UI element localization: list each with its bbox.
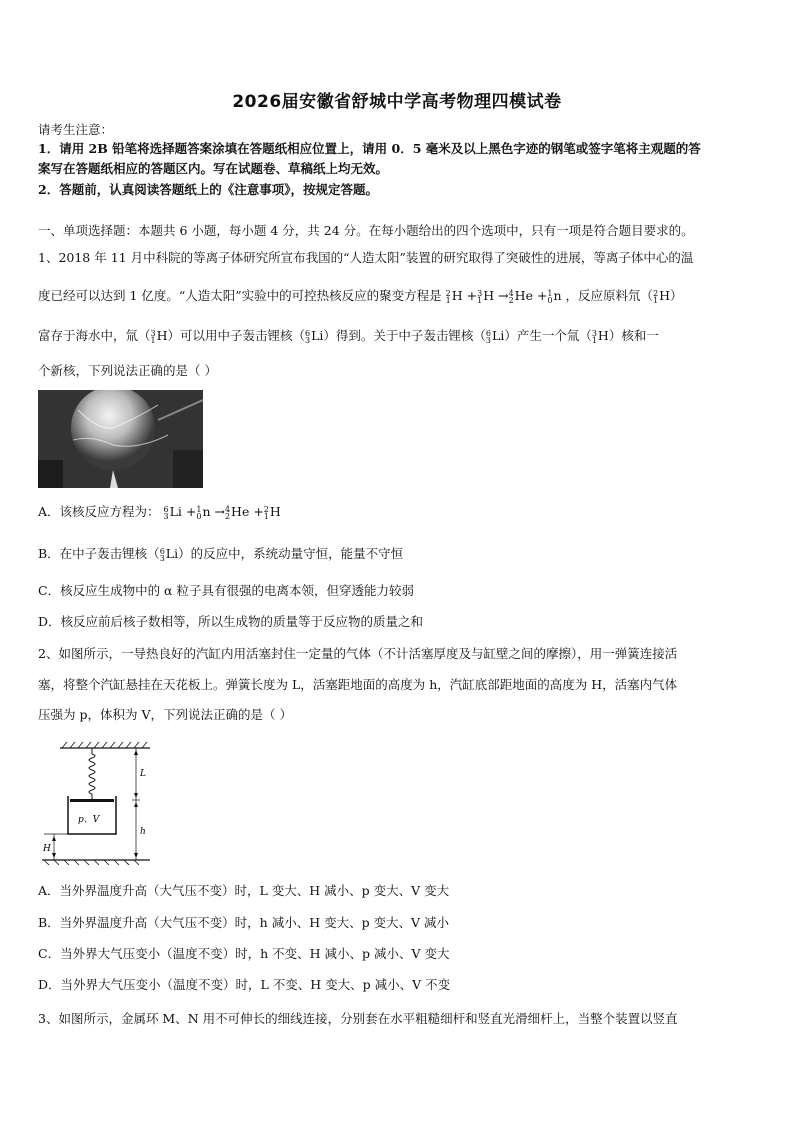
q1-option-a-label: A．该核反应方程为：	[38, 504, 160, 519]
q3-line-1: 3、如图所示，金属环 M、N 用不可伸长的细线连接，分别套在水平粗糙细杆和竖直光滑细杆上，当整个装置以竖直	[38, 1011, 678, 1026]
q2-line-3: 压强为 p，体积为 V，下列说法正确的是（ ）	[38, 707, 292, 722]
q1-option-a[interactable]	[38, 503, 758, 521]
q1-line-3b: H）可以用中子轰击锂核（	[156, 328, 306, 343]
q1-line-2a: 度已经可以达到 1 亿度。“人造太阳”实验中的可控热核反应的聚变方程是	[38, 288, 442, 303]
q2-option-c[interactable]: C．当外界大气压变小（温度不变）时，h 不变、H 减小、p 减小、V 变大	[38, 946, 450, 961]
q2-option-b[interactable]: B．当外界温度升高（大气压不变）时，h 减小、H 变大、p 变大、V 减小	[38, 915, 450, 930]
q2-line-1: 2、如图所示，一导热良好的汽缸内用活塞封住一定量的气体（不计活塞厚度及与缸壁之间的摩擦），用一弹簧连接活	[38, 646, 678, 661]
q1-option-b-b: Li）的反应中，系统动量守恒，能量不守恒	[165, 546, 404, 561]
q1-line-3: 富存于海水中，氚（ 3 1 H）可以用中子轰击锂核（ 6 3 Li）得到。关于中子轰击锂核（ 6 3 Li）产生一个氚（ 3 1 H）核和一	[38, 328, 659, 345]
q1-line-3d: Li）产生一个氚（	[492, 328, 592, 343]
cylinder-diagram	[40, 740, 160, 865]
q1-option-d[interactable]: D．核反应前后核子数相等，所以生成物的质量等于反应物的质量之和	[38, 614, 424, 629]
fig-label-pv: p、V	[78, 815, 100, 825]
page-title: 2026届安徽省舒城中学高考物理四模试卷	[232, 92, 562, 112]
q1-line-3a: 富存于海水中，氚（	[38, 328, 151, 343]
notice-heading: 请考生注意：	[38, 122, 114, 137]
fig-label-H: H	[43, 844, 51, 854]
notice-item-1a: 1．请用 2B 铅笔将选择题答案涂填在答题纸相应位置上，请用 0．5 毫米及以上黑色字迹的钢笔或签字笔将主观题的答	[38, 141, 701, 156]
q1-option-b[interactable]: B．在中子轰击锂核（ 6 3 Li）的反应中，系统动量守恒，能量不守恒	[38, 546, 404, 563]
notice-item-2: 2．答题前，认真阅读答题纸上的《注意事项》，按规定答题。	[38, 182, 378, 197]
q1-line-2b: ，反应原料氘（	[565, 288, 654, 303]
notice-item-1b: 案写在答题纸相应的答题区内。写在试题卷、草稿纸上均无效。	[38, 161, 389, 176]
q1-line-3e: H）核和一	[597, 328, 659, 343]
q1-line-3c: Li）得到。关于中子轰击锂核（	[311, 328, 486, 343]
fig-label-h: h	[140, 827, 146, 837]
q1-line-1: 1、2018 年 11 月中科院的等离子体研究所宣布我国的“人造太阳”装置的研究取得了突破性的进展，等离子体中心的温	[38, 250, 694, 265]
q2-option-a[interactable]: A．当外界温度升高（大气压不变）时，L 变大、H 减小、p 变大、V 变大	[38, 883, 450, 898]
q1-line-2: 度已经可以达到 1 亿度。“人造太阳”实验中的可控热核反应的聚变方程是 2 1 H + 3 1 H → 4 2 He + 1 0 n ，反应原料氘（ 2 1 H）	[38, 288, 683, 305]
fig-label-L: L	[140, 769, 146, 779]
q1-option-c[interactable]: C．核反应生成物中的 α 粒子具有很强的电离本领，但穿透能力较弱	[38, 583, 414, 598]
fusion-equation: 2 1 H + 3 1 H → 4 2 He + 1 0 n	[445, 288, 566, 305]
q2-line-2: 塞，将整个汽缸悬挂在天花板上。弹簧长度为 L，活塞距地面的高度为 h，汽缸底部距地面的高度为 H，活塞内气体	[38, 677, 678, 692]
q1-option-b-a: B．在中子轰击锂核（	[38, 546, 160, 561]
q1-line-2c: H）	[659, 288, 683, 303]
artificial-sun-photo	[38, 390, 203, 488]
section-heading: 一、单项选择题：本题共 6 小题，每小题 4 分，共 24 分。在每小题给出的四个选项中，只有一项是符合题目要求的。	[38, 223, 694, 238]
q1-line-4: 个新核，下列说法正确的是（ ）	[38, 363, 217, 378]
q2-option-d[interactable]: D．当外界大气压变小（温度不变）时，L 不变、H 变大、p 减小、V 不变	[38, 977, 451, 992]
option-a-equation: 6 3 Li + 1 0 n → 4 2 He + 2 1 H	[163, 504, 281, 521]
